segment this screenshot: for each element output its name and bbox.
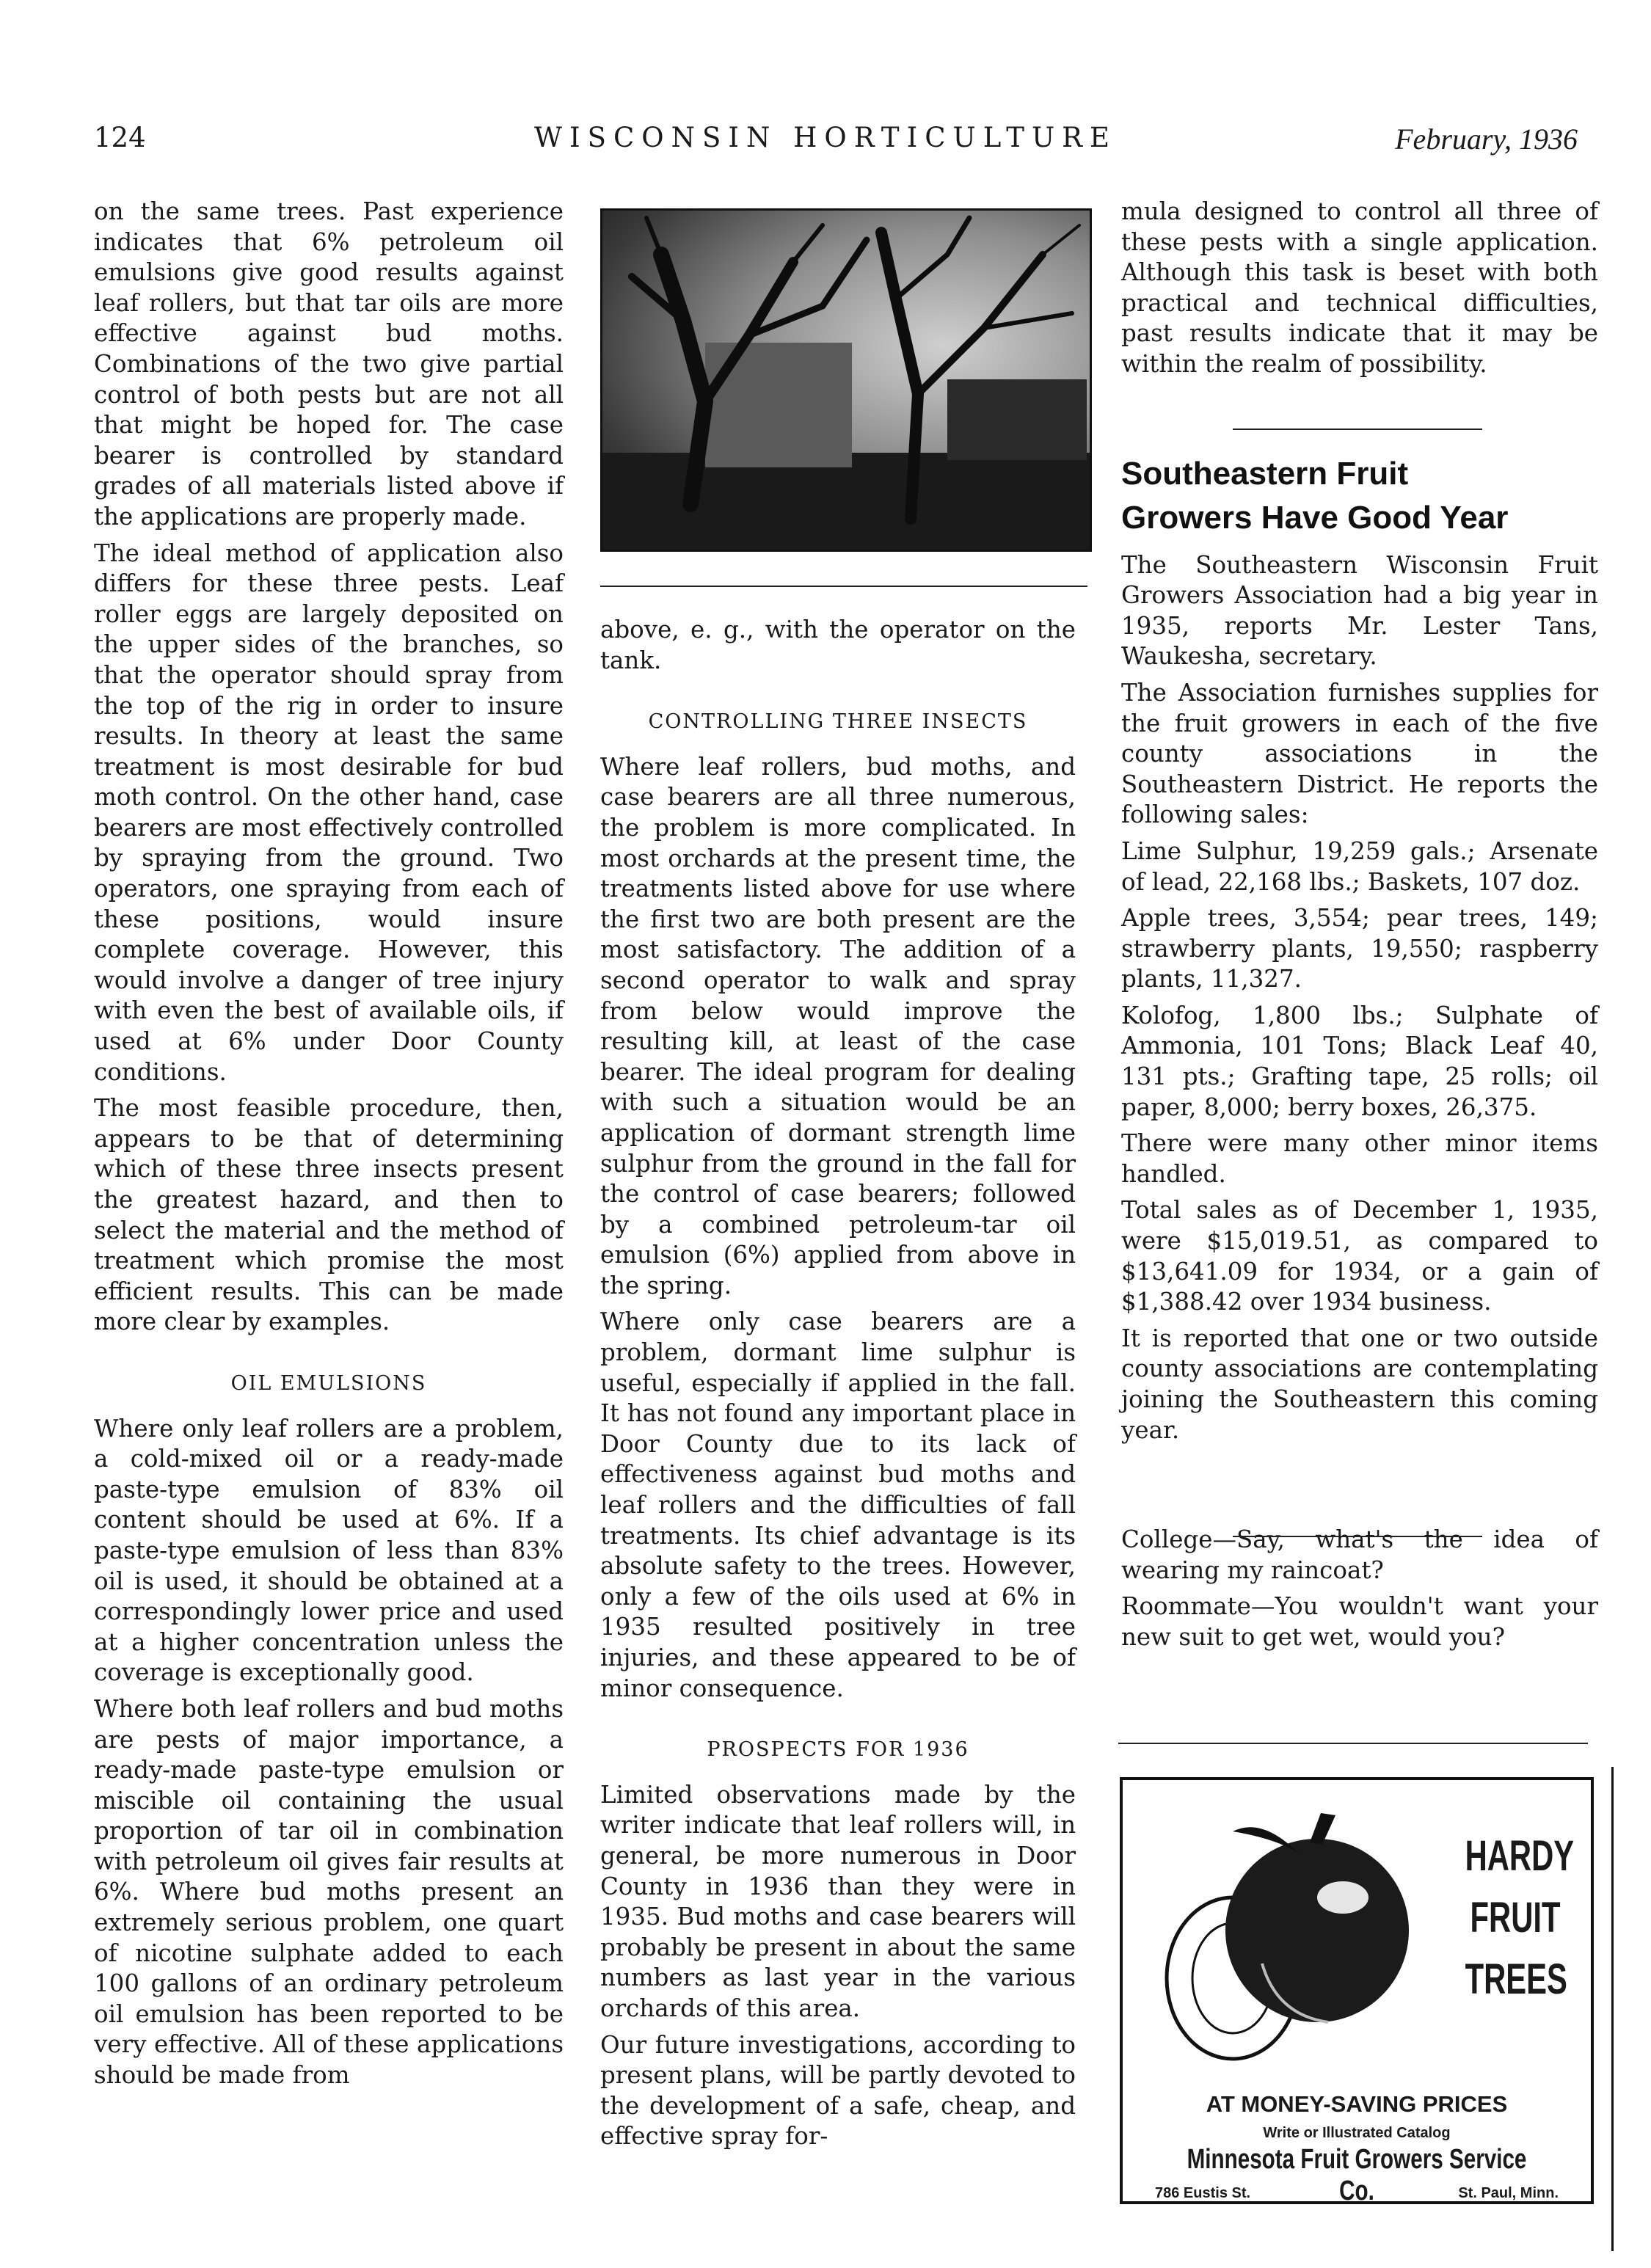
ad-border-rule: [1611, 1767, 1614, 2251]
paragraph: Where only leaf rollers are a problem, a cold-mixed oil or a ready-made paste-type emulsion of 83% oil content should be used at 6%. If a paste-type emulsion of less than 83% oil is used, it should be obtained at a correspondingly lower price and used at a higher concentration unless the coverage is exceptionally good.: [94, 1414, 564, 1687]
article-heading-line-1: Southeastern Fruit: [1121, 455, 1409, 492]
paragraph: The ideal method of application also differs for these three pests. Leaf roller eggs are largely deposited on the upper sides of the branches, so that the operator should spray from the top of the rig in order to insure results. In theory at least the same treatment is most desirable for bud moth control. On the other hand, case bearers are most effectively controlled by spraying from the ground. Two operators, one spraying from each of these positions, would insure complete coverage. However, this would involve a danger of tree injury with even the best of available oils, if used at 6% under Door County conditions.: [94, 539, 564, 1086]
paragraph: Limited observations made by the writer indicate that leaf rollers will, in general, be more numerous in Door County in 1936 than they were in 1935. Bud moths and case bearers will probably be present in about the same numbers as last year in the various orchards of this area.: [600, 1780, 1076, 2022]
ad-word-trees: TREES: [1465, 1955, 1567, 2003]
sales-list-item: Lime Sulphur, 19,259 gals.; Arsenate of lead, 22,168 lbs.; Baskets, 107 doz.: [1121, 836, 1598, 896]
column-1: [94, 197, 564, 2091]
paragraph: Total sales as of December 1, 1935, were $15,019.51, as compared to $13,641.09 for 1934, or a gain of $1,388.42 over 1934 business.: [1121, 1196, 1598, 1316]
paragraph: Where leaf rollers, bud moths, and case bearers are all three numerous, the problem is more complicated. In most orchards at the present time, the treatments listed above for use where the first two are both present are the most satisfactory. The addition of a second operator to walk and spray from below would improve the resulting kill, at least of the case bearer. The ideal program for dealing with such a situation would be an application of dormant strength lime sulphur from the ground in the fall for the control of case bearers; followed by a combined petroleum-tar oil emulsion (6%) applied from above in the spring.: [600, 752, 1076, 1299]
ad-catalog-note: Write or Illustrated Catalog: [1263, 2125, 1451, 2141]
subheading-prospects-1936: PROSPECTS FOR 1936: [707, 1738, 969, 1762]
ad-tagline: AT MONEY-SAVING PRICES: [1206, 2091, 1508, 2117]
article-heading-line-2: Growers Have Good Year: [1121, 499, 1509, 536]
paragraph: It is reported that one or two outside county associations are contemplating joining the Southeastern this coming year.: [1121, 1324, 1598, 1444]
ad-city: St. Paul, Minn.: [1458, 2185, 1559, 2201]
paragraph: Our future investigations, according to present plans, will be partly devoted to the development of a safe, cheap, and effective spray for-: [600, 2030, 1076, 2151]
issue-date: February, 1936: [1395, 123, 1578, 156]
ad-word-hardy: HARDY: [1465, 1832, 1575, 1880]
paragraph: Where both leaf rollers and bud moths are pests of major importance, a ready-made paste-type emulsion or miscible oil containing the usual proportion of tar oil in combination with petroleum oil gives fair results at 6%. Where bud moths present an extremely serious problem, one quart of nicotine sulphate added to each 100 gallons of an ordinary petroleum oil emulsion has been reported to be very effective. All of these applications should be made from: [94, 1694, 564, 2090]
fruit-trees-advertisement: [1120, 1777, 1594, 2204]
spacer: [1121, 380, 1598, 452]
paragraph: There were many other minor items handled.: [1121, 1129, 1598, 1188]
article-heading: [1121, 452, 1598, 540]
paragraph: mula designed to control all three of these pests with a single application. Although this task is beset with both practical and technical difficulties, past results indicate that it may be within the realm of possibility.: [1121, 197, 1598, 378]
ad-company-name: Minnesota Fruit Growers Service Co.: [1187, 2144, 1527, 2206]
paragraph: The Association furnishes supplies for the fruit growers in each of the five county associations in the Southeastern District. He reports the following sales:: [1121, 678, 1598, 829]
column-2: [600, 615, 1076, 2152]
ad-address: 786 Eustis St.: [1155, 2185, 1251, 2201]
spacer: [1121, 1445, 1598, 1525]
column-3: [1121, 197, 1598, 1653]
divider: [1233, 429, 1482, 430]
sales-list-item: Apple trees, 3,554; pear trees, 149; strawberry plants, 19,550; raspberry plants, 11,327.: [1121, 904, 1598, 993]
paragraph: above, e. g., with the operator on the tank.: [600, 616, 1076, 674]
tree-silhouette-image: [602, 211, 1090, 550]
ad-word-fruit: FRUIT: [1470, 1894, 1561, 1941]
paragraph: on the same trees. Past experience indicates that 6% petroleum oil emulsions give good results against leaf rollers, but that tar oils are more effective against bud moths. Combinations of the two give partial control of both pests but are not all that might be hoped for. The case bearer is controlled by standard grades of all materials listed above if the applications are properly made.: [94, 197, 564, 530]
paragraph: The most feasible procedure, then, appears to be that of determining which of these three insects present the greatest hazard, and then to select the material and the method of treatment which promise the most efficient results. This can be made more clear by examples.: [94, 1094, 564, 1336]
page-number: 124: [94, 122, 146, 153]
divider: [600, 586, 1087, 587]
joke-line: College—Say, what's the idea of wearing my raincoat?: [1121, 1525, 1598, 1584]
divider: [1233, 1536, 1482, 1537]
orchard-tree-photo: [600, 208, 1092, 552]
sales-list-item: Kolofog, 1,800 lbs.; Sulphate of Ammonia, 101 Tons; Black Leaf 40, 131 pts.; Grafting tape, 25 rolls; oil paper, 8,000; berry boxes, 26,375.: [1121, 1001, 1598, 1121]
subheading-controlling-three-insects: CONTROLLING THREE INSECTS: [648, 710, 1028, 734]
paragraph: Where only case bearers are a problem, dormant lime sulphur is useful, especially if applied in the fall. It has not found any important place in Door County due to its lack of effectiveness against bud moths and leaf rollers and the difficulties of fall treatments. Its chief advantage is its absolute safety to the trees. However, only a few of the oils used at 6% in 1935 resulted positively in tree injuries, and these appeared to be of minor consequence.: [600, 1308, 1076, 1702]
journal-title: WISCONSIN HORTICULTURE: [534, 122, 1117, 153]
paragraph: The Southeastern Wisconsin Fruit Growers Association had a big year in 1935, reports Mr. Lester Tans, Waukesha, secretary.: [1121, 550, 1598, 671]
joke-line: Roommate—You wouldn't want your new suit to get wet, would you?: [1121, 1592, 1598, 1651]
apple-illustration-icon: [1152, 1809, 1416, 2074]
subheading-oil-emulsions: OIL EMULSIONS: [230, 1371, 427, 1395]
divider: [1118, 1743, 1588, 1744]
